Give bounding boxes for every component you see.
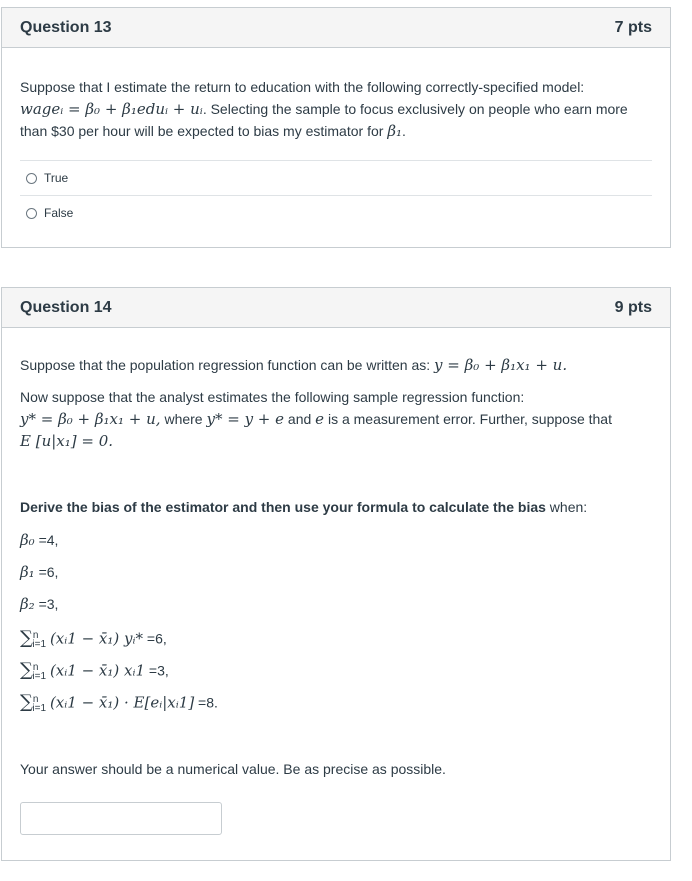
sum-symbol: ∑: [20, 627, 33, 649]
question-14-card: [1, 287, 671, 861]
beta1-value: =6,: [34, 564, 59, 580]
radio-button-true[interactable]: [26, 173, 37, 184]
question-14-body: [2, 328, 670, 835]
answer-label-false: False: [44, 206, 74, 220]
given-beta1: [20, 556, 652, 588]
beta1-symbol: β₁: [20, 563, 35, 581]
given-beta2: [20, 588, 652, 620]
q14-given-values: [20, 524, 652, 716]
given-sum-1: [20, 620, 652, 652]
sum-lower: i=1: [32, 639, 47, 651]
sum-symbol: ∑: [20, 659, 33, 681]
numerical-answer-input[interactable]: [20, 802, 222, 835]
question-14-points: 9 pts: [614, 298, 652, 316]
q14-p3-and: and: [284, 411, 316, 427]
q14-p3-formula: y* = β₀ + β₁x₁ + u,: [20, 410, 161, 428]
given-sum-2: [20, 652, 652, 684]
beta2-symbol: β₂: [20, 595, 35, 613]
given-beta0: [20, 524, 652, 556]
q13-period: .: [402, 123, 406, 139]
question-13-card: [1, 7, 671, 248]
q14-p3-formula2: y* = y + e: [206, 410, 285, 428]
question-13-header: [2, 8, 670, 48]
q14-p3-text3: is a measurement error. Further, suppose that: [324, 411, 612, 427]
given-sum-3: [20, 684, 652, 716]
sum-upper: n: [32, 630, 39, 641]
sum-3-expr: (xᵢ1 − x̄₁) · E[eᵢ|xᵢ1]: [49, 693, 195, 712]
sum-upper: n: [32, 662, 39, 673]
question-13-body: [2, 48, 670, 230]
q14-p4-formula: E [u|x₁] = 0.: [20, 432, 114, 450]
sum-upper: n: [32, 694, 39, 705]
sum-symbol: ∑: [20, 691, 33, 713]
q13-after-formula: . Selecting the sample to focus exclusively on people who earn more than $30 per hour will be expected to bias my estimator for: [20, 101, 628, 139]
q13-beta1: β₁: [387, 122, 402, 140]
q14-footer-text: Your answer should be a numerical value. Be as precise as possible.: [20, 761, 446, 777]
radio-button-false[interactable]: [26, 208, 37, 219]
sum-lower: i=1: [32, 671, 47, 683]
sum-lower: i=1: [32, 703, 47, 715]
question-13-answers: [20, 160, 652, 230]
question-13-title: Question 13: [20, 18, 112, 36]
sum-1-value: =6,: [143, 630, 167, 647]
sum-2-expr: (xᵢ1 − x̄₁) xᵢ1: [49, 661, 146, 680]
question-14-title: Question 14: [20, 298, 112, 316]
question-14-header: [2, 288, 670, 328]
sum-1-expr: (xᵢ1 − x̄₁) yᵢ*: [49, 629, 143, 648]
q14-derive-rest: when:: [545, 499, 588, 515]
q14-derive-bold: Derive the bias of the estimator and then use your formula to calculate the bias: [20, 499, 546, 515]
q14-p1-text: Suppose that the population regression function can be written as:: [20, 357, 435, 373]
beta0-value: =4,: [34, 532, 59, 548]
q14-derive-instruction: [20, 496, 652, 518]
answer-label-true: True: [44, 171, 69, 185]
q14-population-function: [20, 354, 652, 376]
question-13-points: 7 pts: [614, 18, 652, 36]
beta2-value: =3,: [34, 596, 59, 612]
q13-intro: Suppose that I estimate the return to education with the following correctly-specified model:: [20, 79, 585, 95]
sum-2-value: =3,: [145, 662, 169, 679]
q14-p3-where: where: [160, 411, 207, 427]
beta0-symbol: β₀: [20, 531, 35, 549]
question-13-text: [20, 76, 652, 142]
q13-model-formula: wageᵢ = β₀ + β₁eduᵢ + uᵢ: [20, 100, 203, 118]
q14-sample-function: [20, 386, 652, 452]
q14-p2-text: Now suppose that the analyst estimates the following sample regression function:: [20, 389, 525, 405]
q14-p1-formula: y = β₀ + β₁x₁ + u.: [434, 356, 568, 374]
answer-option-false[interactable]: [20, 195, 652, 230]
answer-option-true[interactable]: [20, 160, 652, 195]
q14-p3-e: e: [315, 410, 325, 428]
sum-3-value: =8.: [194, 694, 218, 711]
